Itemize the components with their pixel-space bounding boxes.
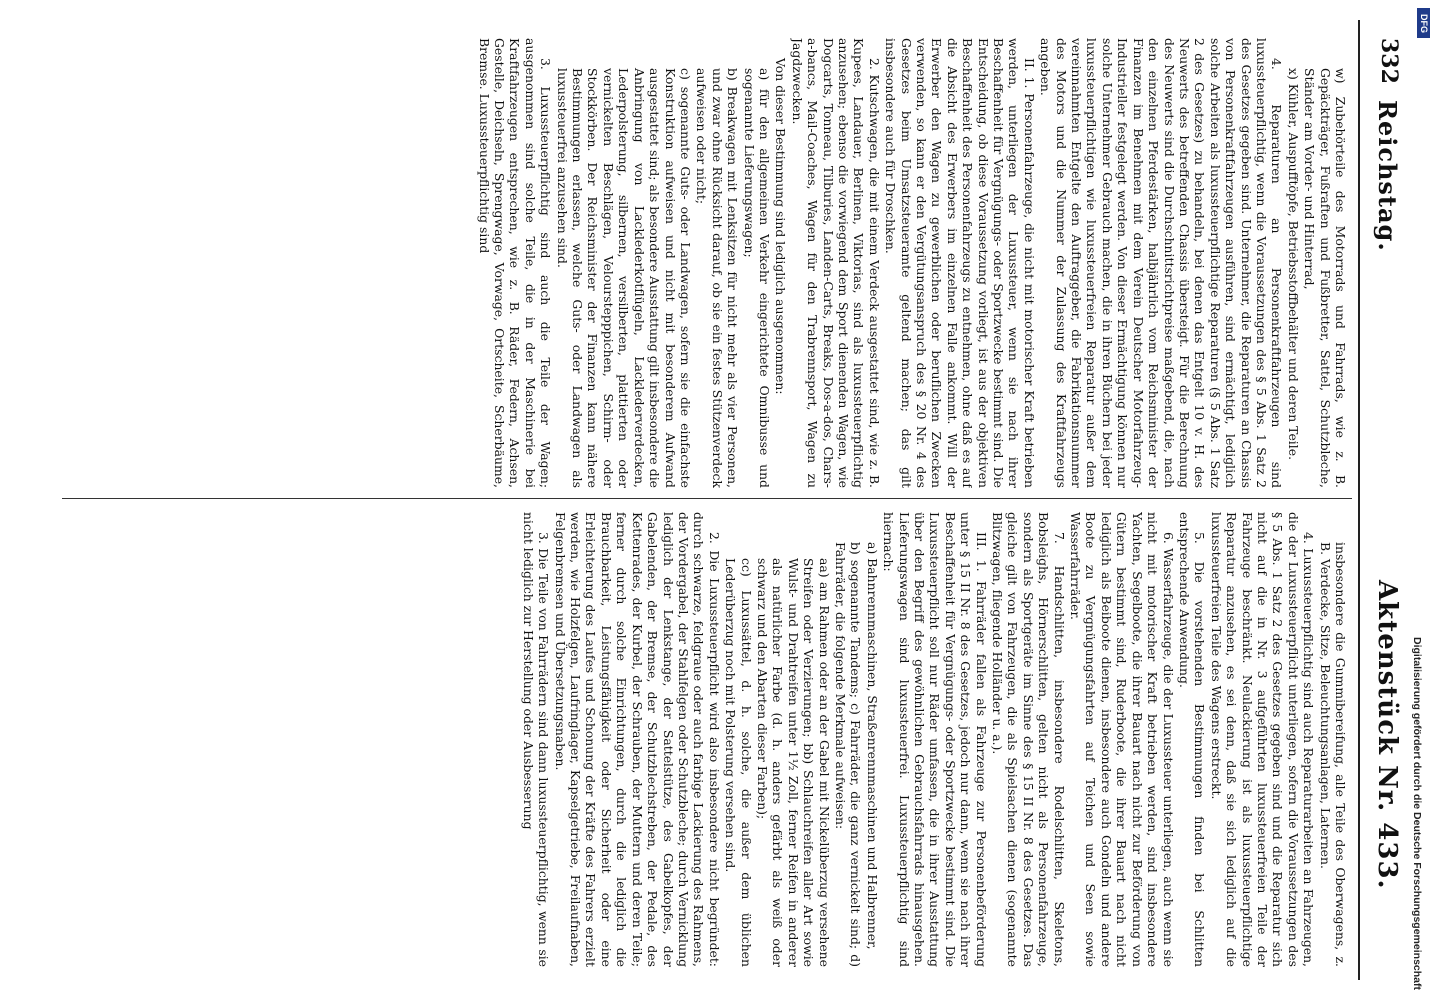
paragraph: III. 1. Fahrräder fallen als Fahrzeuge zur Personenbeförderung unter § 15 II Nr. 8 des Gesetzes, jedoch nur dann, wenn sie nach ihrer Beschaffenheit für Vergnügungs- oder Sportzwecke bestimmt sind. Die Luxussteuerpflicht soll nur Räder umfassen, die in ihrer Ausstattung über den Begriff des gewöhnlichen Gebrauchsfahrrads hinausgehen. Lieferungswagen sind luxussteuerfrei. Luxussteuerpflichtig sind hiernach: bbox=[881, 512, 989, 967]
paragraph: a) für den allgemeinen Verkehr eingerichtete Omnibusse und sogenannte Lieferungswagen; bbox=[741, 68, 772, 488]
header-left: Reichstag. bbox=[1373, 100, 1402, 252]
paragraph: x) Kühler, Auspufftöpfe, Betriebsstoffbehälter und deren Teile. bbox=[1285, 68, 1301, 461]
paragraph: aa) am Rahmen oder an der Gabel mit Nickelüberzug versehene Streifen oder Verzierungen; bb) Schlauchreifen aller Art sowie Wulst- und Drahtreifen unter 1½ Zoll, ferner Reifen in anderer als natürlicher Farbe (d. h. anders gefärbt als weiß oder schwarz und den Abarten dieser Farben); bbox=[754, 558, 832, 967]
column-divider bbox=[62, 498, 1352, 499]
paragraph: b) sogenannte Tandems; c) Fahrräder, die ganz vernickelt sind; d) Fahrräder, die folgende Merkmale aufweisen: bbox=[833, 542, 864, 967]
paragraph: insbesondere die Gummibereifung, alle Teile des Oberwagens, z. B. Verdecke, Sitze, Beleuchtungsanlagen, Laternen. bbox=[1317, 542, 1348, 967]
rotated-page-content bbox=[50, 20, 1410, 980]
left-column bbox=[68, 38, 1348, 488]
paragraph: w) Zubehörteile des Motorrads und Fahrrads, wie z. B. Gepäckträger, Fußraften und Fußbretter, Sattel, Schutzbleche, Ständer am Vorder- und Hinterrad, bbox=[1302, 68, 1348, 488]
paragraph: 5. Die vorstehenden Bestimmungen finden bei Schlitten entsprechende Anwendung. bbox=[1176, 512, 1208, 967]
paragraph: Von dieser Bestimmung sind lediglich ausgenommen: bbox=[773, 58, 789, 395]
paragraph: 7. Handschlitten, insbesondere Rodelschlitten, Skeletons, Bobsleighs, Hörnerschlitten, gelten nicht als Personenfahrzeuge, sondern als Sportgeräte im Sinne des § 15 II Nr. 8 des Gesetzes. Das gleiche gilt von Fahrzeugen, die als Spielsachen dienen (sogenannte Blitzwagen, fliegende Holländer u. a.). bbox=[990, 512, 1067, 967]
paragraph: 6. Wasserfahrzeuge, die der Luxussteuer unterliegen, auch wenn sie nicht mit motorischer Kraft betrieben werden, sind insbesondere Yachten, Segelboote, die ihrer Bauart nach nicht zur Beförderung von Gütern bestimmt sind, Ruderboote, die ihrer Bauart nach nicht lediglich als Beiboote dienen, insbesondere auch Gondeln und andere Boote zu Vergnügungsfahrten auf Teichen und Seen sowie Wasserfahrräder. bbox=[1068, 512, 1176, 967]
dfg-logo-icon: DFG bbox=[1417, 8, 1430, 38]
right-column bbox=[68, 512, 1348, 967]
paragraph: 4. Reparaturen an Personenkraftfahrzeugen sind luxussteuerpflichtig, wenn die Voraussetzungen des § 5 Abs. 1 Satz 2 des Gesetzes gegeben sind. Unternehmer, die Reparaturen an Chassis von Personenkraftfahrzeugen ausführen, sind ermächtigt, lediglich solche Arbeiten als luxussteuerpflichtige Reparaturen (§ 5 Abs. 1 Satz 2 des Gesetzes) zu behandeln, bei denen das Entgelt 10 v. H. des Neuwerts des betreffenden Chassis übersteigt. Für die Berechnung des Neuwerts sind die Durchschnittsrichtpreise maßgebend, die, nach den einzelnen Pferdestärken, halbjährlich vom Reichsminister der Finanzen im Benehmen mit dem Verein Deutscher Motorfahrzeug-Industrieller festgelegt werden. Von dieser Ermächtigung können nur solche Unternehmer Gebrauch machen, die in ihren Büchern bei jeder luxussteuerpflichtigen wie luxussteuerfreien Reparatur außer dem vereinnahmten Entgelte den Auftraggeber, die Fabrikationsnummer des Motors und die Nummer der Zulassung des Kraftfahrzeugs angeben. bbox=[1038, 38, 1285, 488]
paragraph: a) Bahnrennmaschinen, Straßenrennmaschinen und Halbrenner, bbox=[864, 542, 880, 950]
digitization-credit: Digitalisierung gefördert durch die Deutsche Forschungsgemeinschaft bbox=[1411, 637, 1423, 990]
paragraph: II. 1. Personenfahrzeuge, die nicht mit motorischer Kraft betrieben werden, unterliegen der Luxussteuer, wenn sie nach ihrer Beschaffenheit für Vergnügungs- oder Sportzwecke bestimmt sind. Die Entscheidung, ob diese Voraussetzung vorliegt, ist aus der objektiven Beschaffenheit des Personenfahrzeugs zu entnehmen, ohne daß es auf die Absicht des Erwerbers im einzelnen Falle ankommt. Will der Erwerber den Wagen zu gewerblichen oder beruflichen Zwecken verwenden, so kann er den Vergütungsanspruch des § 20 Nr. 4 des Gesetzes beim Umsatzsteueramte geltend machen; das gilt insbesondere auch für Droschken. bbox=[883, 38, 1037, 488]
paragraph: c) sogenannte Guts- oder Landwagen, sofern sie die einfachste Konstruktion aufweisen und nicht mit besonderem Aufwand ausgestattet sind; als besondere Ausstattung gilt insbesondere die Anbringung von Lacklederkotflügeln, Lacklederverdecken, Lederpolsterung, silbernen, versilberten, plattierten oder vernickelten Beschlägen, Velourstepppichen, Schirm- oder Stockkörben. Der Reichsminister der Finanzen kann nähere Bestimmungen erlassen, welche Guts- oder Landwagen als luxussteuerfrei anzusehen sind. bbox=[554, 68, 693, 488]
paragraph: 4. Luxussteuerpflichtig sind auch Reparaturarbeiten an Fahrzeugen, die der Luxussteuerpflicht unterliegen, sofern die Voraussetzungen des § 5 Abs. 1 Satz 2 des Gesetzes gegeben sind und die Reparatur sich nicht auf die in Nr. 3 aufgeführten luxussteuerfreien Teile der Fahrzeuge beschränkt. Neulackierung ist als luxussteuerpflichtige Reparatur anzusehen, es sei denn, daß sie sich lediglich auf die luxussteuerfreien Teile des Wagens erstreckt. bbox=[1208, 512, 1317, 967]
paragraph: 2. Die Luxussteuerpflicht wird also insbesondere nicht begründet: durch schwarze, feldgraue oder auch farbige Lackierung des Rahmens, der Vordergabel, der Stahlfelgen oder Schutzbleche; durch Vernicklung lediglich der Lenkstange, der Sattelstütze, des Gabelkopfes, der Gabelenden, der Bremse, der Schutzblechstreben, der Pedale, des Kettenrades, der Kurbel, der Schrauben, der Muttern und deren Teile; ferner durch solche Einrichtungen, durch die lediglich die Brauchbarkeit, Leistungsfähigkeit oder Sicherheit oder eine Erleichterung des Laufes und Schonung der Kräfte des Fahrers erzielt werden, wie Holzfelgen, Laufringlager, Kapselgetriebe, Freilaufnaben, Felgenbremsen und Übersetzungsnaben. bbox=[552, 512, 722, 967]
paragraph: 3. Die Teile von Fahrrädern sind dann luxussteuerpflichtig, wenn sie nicht lediglich zur Herstellung oder Ausbesserung bbox=[520, 512, 552, 967]
page-header bbox=[1358, 20, 1410, 980]
paragraph: b) Breakwagen mit Lenksitzen für nicht mehr als vier Personen, und zwar ohne Rücksicht darauf, ob sie ein festes Stützenverdeck aufweisen oder nicht; bbox=[694, 68, 741, 488]
paragraph: 3. Luxussteuerpflichtig sind auch die Teile der Wagen; ausgenommen sind solche Teile, die in der Maschinerie bei Kraftfahrzeugen entsprechen, wie z. B. Räder, Federn, Achsen, Gestelle, Deichseln, Sprengwage, Vorwage, Ortscheite, Scherbäume, Bremse. Luxussteuerpflichtig sind bbox=[476, 38, 554, 488]
page-number: 332 bbox=[1376, 38, 1402, 84]
header-right: Aktenstück Nr. 433. bbox=[1372, 580, 1402, 890]
paragraph: 2. Kutschwagen, die mit einem Verdeck ausgestattet sind, wie z. B. Kupees, Landauer, Berlinen, Viktorias, sind als luxussteuerpflichtig anzusehen; ebenso die vorwiegend dem Sport dienenden Wagen, wie Dogcarts, Tonneau, Tilburies, Landen-Carts, Breaks, Dos-a-dos, Chars-a-bancs, Mail-Coaches, Wagen für den Trabrennsport, Wagen zu Jagdzwecken. bbox=[789, 38, 882, 488]
paragraph: cc) Luxussättel, d. h. solche, die außer dem üblichen Lederüberzug noch mit Polsterung versehen sind. bbox=[723, 558, 754, 967]
